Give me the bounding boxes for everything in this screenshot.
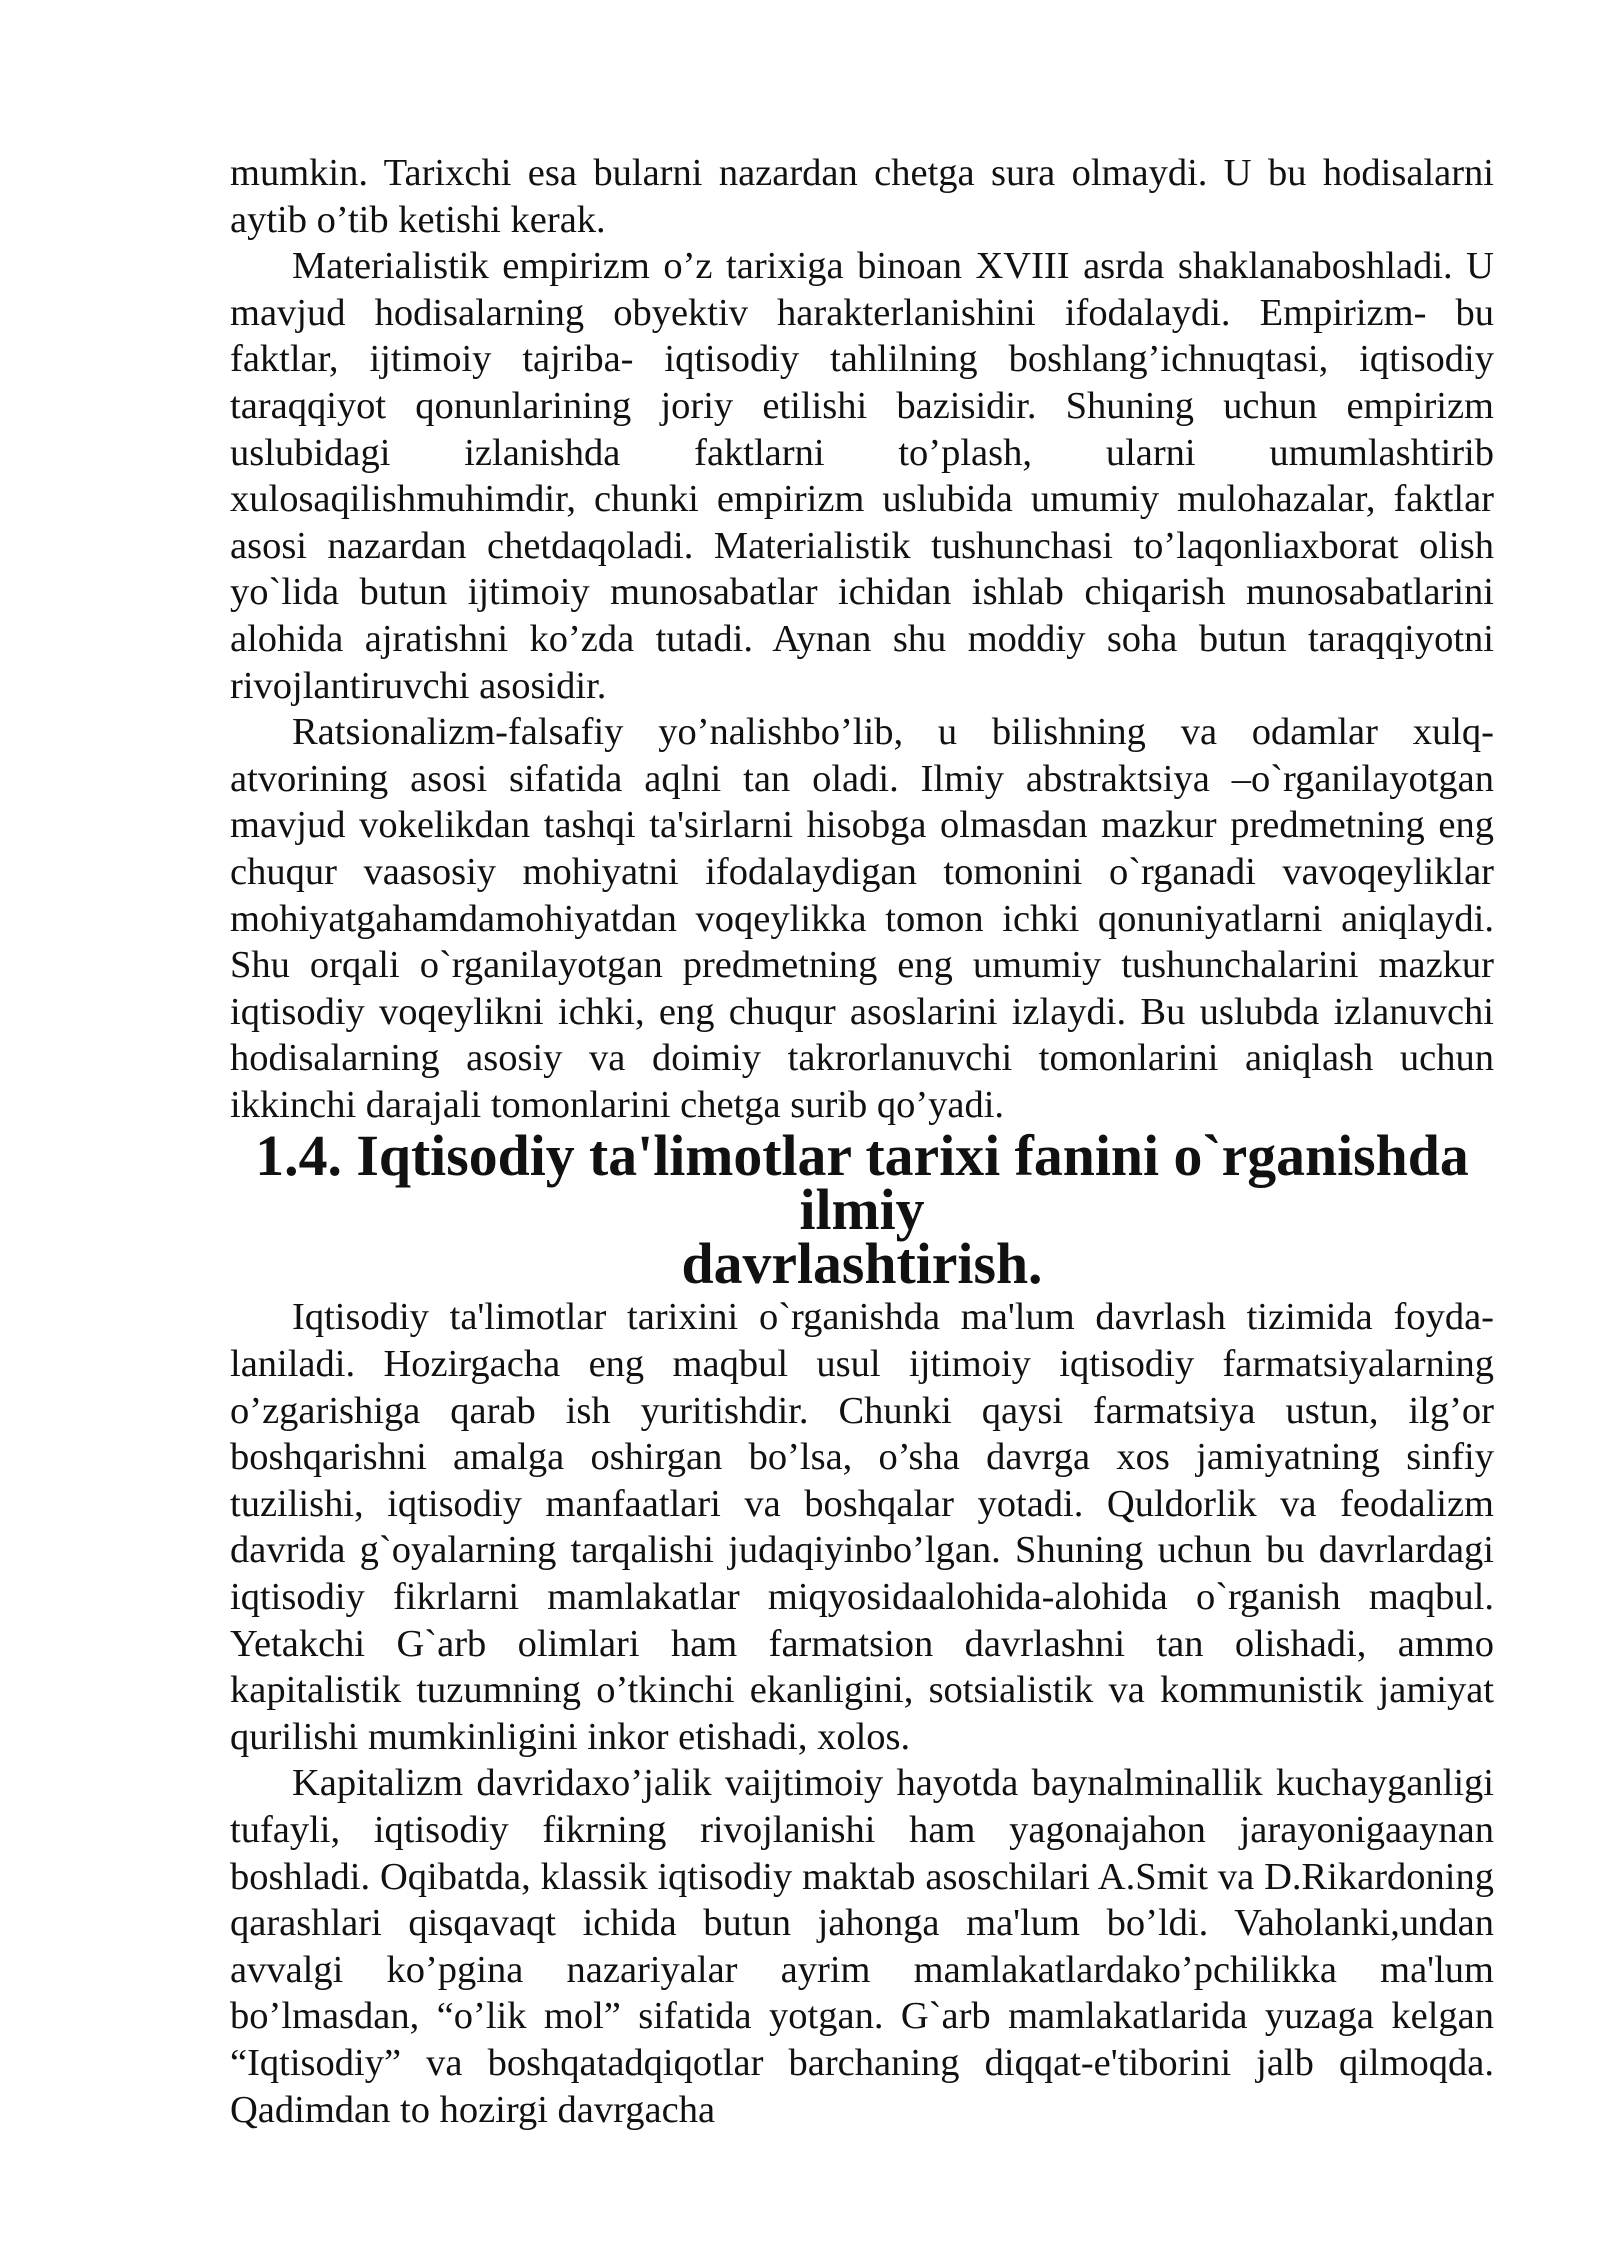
- document-page: [230, 150, 1494, 2133]
- paragraph-kapitalizm: Kapitalizm davridaxo’jalik vaijtimoiy hayotda baynalminallik kuchayganligi tufayli, iqtisodiy fikrning rivojlanishi ham yagonajahon jarayonigaaynan boshladi. Oqibatda, klassik iqtisodiy maktab asoschilari A.Smit va D.Rikardoning qarashlari qisqavaqt ichida butun jahonga ma'lum bo’ldi. Vaholanki,undan avvalgi ko’pgina nazariyalar ayrim mamlakatlardako’pchilikka ma'lum bo’lmasdan, “o’lik mol” sifatida yotgan. G`arb mamlakatlarida yuzaga kelgan “Iqtisodiy” va boshqatadqiqotlar barchaning diqqat-e'tiborini jalb qilmoqda. Qadimdan to hozirgi davrgacha: [230, 1762, 1494, 2131]
- section-heading-line-2: davrlashtirish.: [681, 1233, 1043, 1297]
- paragraph-davrlash: Iqtisodiy ta'limotlar tarixini o`rganishda ma'lum davrlash tizimida foyda-laniladi. Hozirgacha eng maqbul usul ijtimoiy iqtisodiy farmatsiyalarning o’zgarishiga qarab ish yuritishdir. Chunki qaysi farmatsiya ustun, ilg’or boshqarishni amalga oshirgan bo’lsa, o’sha davrga xos jamiyatning sinfiy tuzilishi, iqtisodiy manfaatlari va boshqalar yotadi. Quldorlik va feodalizm davrida g`oyalarning tarqalishi judaqiyinbo’lgan. Shuning uchun bu davrlardagi iqtisodiy fikrlarni mamlakatlar miqyosidaalohida-alohida o`rganish maqbul. Yetakchi G`arb olimlari ham farmatsion davrlashni tan olishadi, ammo kapitalistik tuzumning o’tkinchi ekanligini, sotsialistik va kommunistik jamiyat qurilishi mumkinligini inkor etishadi, xolos.: [230, 1296, 1494, 1758]
- section-heading: [230, 1125, 1494, 1297]
- paragraph-materialistik-empirizm: Materialistik empirizm o’z tarixiga binoan XVIII asrda shaklanaboshladi. U mavjud hodisalarning obyektiv harakterlanishini ifodalaydi. Empirizm- bu faktlar, ijtimoiy tajriba- iqtisodiy tahlilning boshlang’ichnuqtasi, iqtisodiy taraqqiyot qonunlarining joriy etilishi bazisidir. Shuning uchun empirizm uslubidagi izlanishda faktlarni to’plash, ularni umumlashtirib xulosaqilishmuhimdir, chunki empirizm uslubida umumiy mulohazalar, faktlar asosi nazardan chetdaqoladi. Materialistik tushunchasi to’laqonliaxborat olish yo`lida butun ijtimoiy munosabatlar ichidan ishlab chiqarish munosabatlarini alohida ajratishni ko’zda tutadi. Aynan shu moddiy soha butun taraqqiyotni rivojlantiruvchi asosidir.: [230, 245, 1494, 707]
- section-heading-line-1: 1.4. Iqtisodiy ta'limotlar tarixi fanini o`rganishda ilmiy: [255, 1125, 1469, 1243]
- paragraph-ratsionalizm: Ratsionalizm-falsafiy yo’nalishbo’lib, u bilishning va odamlar xulq-atvorining asosi sifatida aqlni tan oladi. Ilmiy abstraktsiya –o`rganilayotgan mavjud vokelikdan tashqi ta'sirlarni hisobga olmasdan mazkur predmetning eng chuqur vaasosiy mohiyatni ifodalaydigan tomonini o`rganadi vavoqeyliklar mohiyatgahamdamohiyatdan voqeylikka tomon ichki qonuniyatlarni aniqlaydi. Shu orqali o`rganilayotgan predmetning eng umumiy tushunchalarini mazkur iqtisodiy voqeylikni ichki, eng chuqur asoslarini izlaydi. Bu uslubda izlanuvchi hodisalarning asosiy va doimiy takrorlanuvchi tomonlarini aniqlash uchun ikkinchi darajali tomonlarini chetga surib qo’yadi.: [230, 711, 1494, 1126]
- paragraph-1: mumkin. Tarixchi esa bularni nazardan chetga sura olmaydi. U bu hodisalarni aytib o’tib ketishi kerak.: [230, 152, 1494, 241]
